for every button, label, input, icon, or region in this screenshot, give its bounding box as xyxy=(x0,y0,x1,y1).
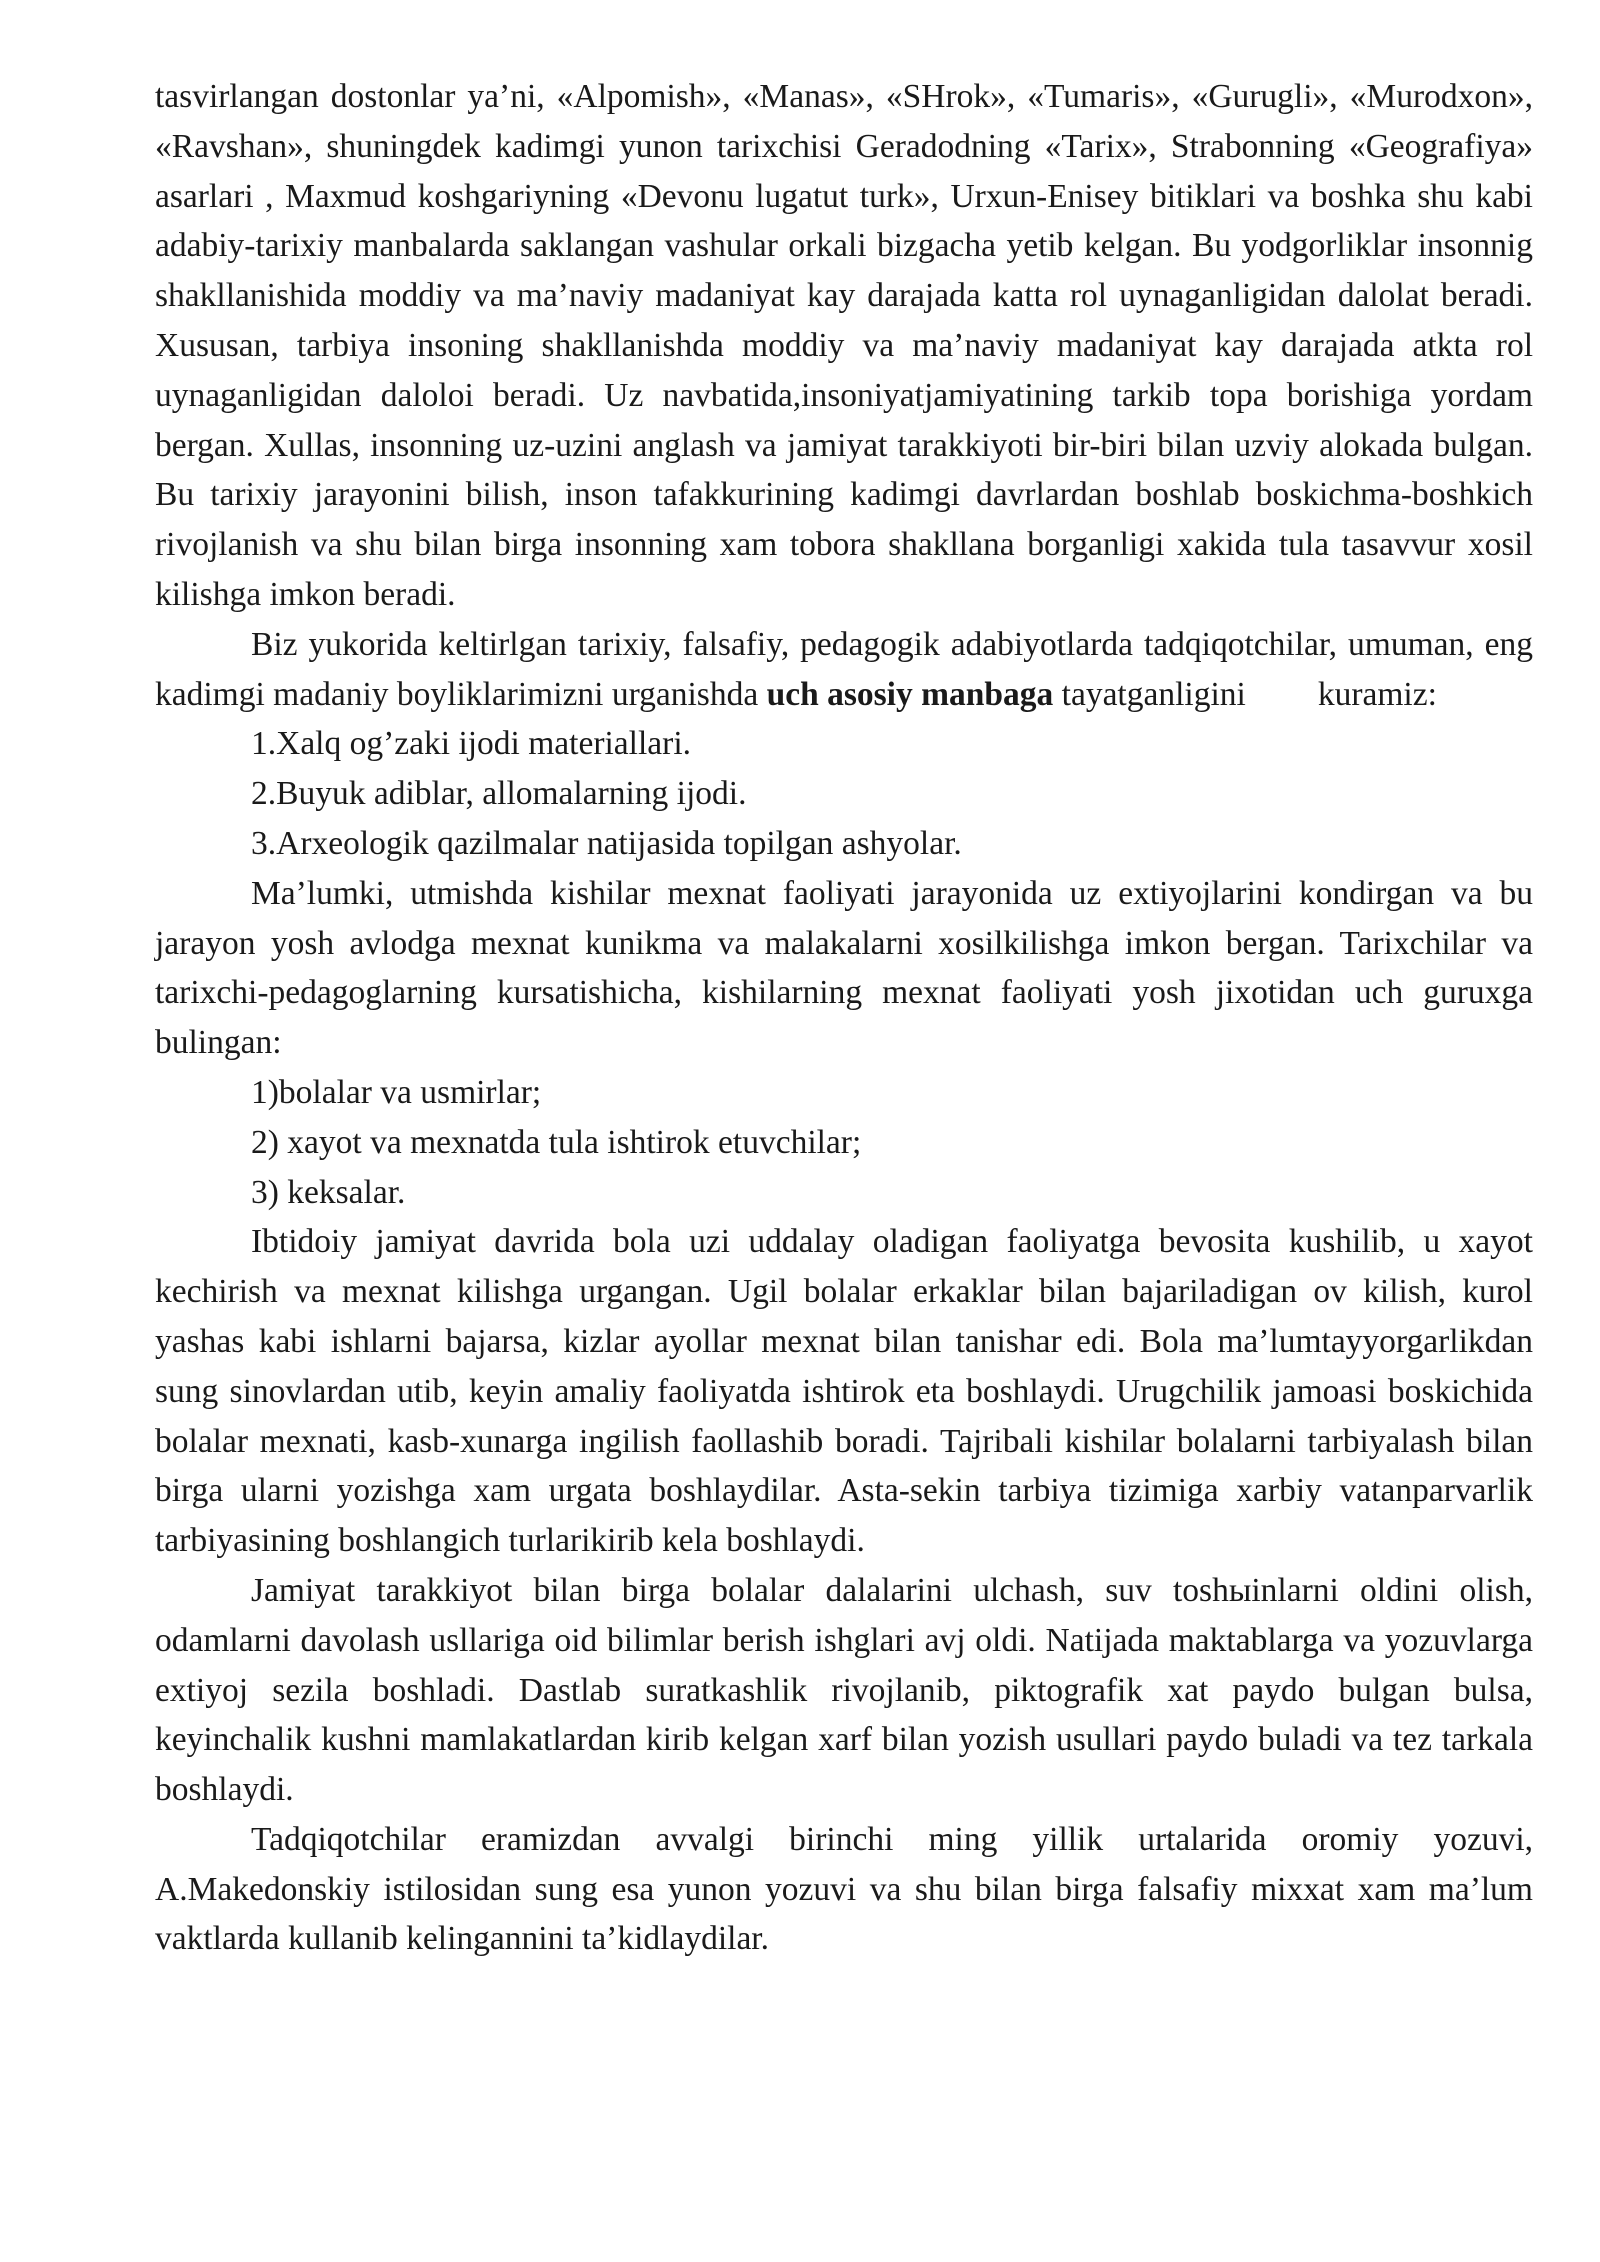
list-item-sources-1: 1.Xalq og’zaki ijodi materiallari. xyxy=(251,725,691,763)
list-item-groups-3: 3) keksalar. xyxy=(251,1173,406,1211)
list-item-groups-1: 1)bolalar va usmirlar; xyxy=(251,1073,542,1111)
paragraph-epics: tasvirlangan dostonlar ya’ni, «Alpomish», «Manas», «SHrok», «Tumaris», «Gurugli», «Murodxon», «Ravshan», shuningdek kadimgi yunon tarixchisi Geradodning «Tarix», Strabonning «Geografiya» asarlari , Maxmud koshgariyning «Devonu lugatut turk», Urxun-Enisey bitiklari va boshka shu kabi adabiy-tarixiy manbalarda saklangan vashular orkali bizgacha yetib kelgan. Bu yodgorliklar insonnig shakllanishida moddiy va ma’naviy madaniyat kay darajada katta rol uynaganligidan dalolat beradi. Xususan, tarbiya insoning shakllanishda moddiy va ma’naviy madaniyat kay darajada atkta rol uynaganligidan daloloi beradi. Uz navbatida,insoniyatjamiyatining tarkib topa borishiga yordam bergan. Xullas, insonning uz-uzini anglash va jamiyat tarakkiyoti bir-biri bilan uzviy alokada bulgan. Bu tarixiy jarayonini bilish, inson tafakkurining kadimgi davrlardan boshlab boskichma-boshkich rivojlanish va shu bilan birga insonning xam tobora shakllana borganligi xakida tula tasavvur xosil kilishga imkon beradi. xyxy=(155,78,1533,613)
paragraph-labor: Ma’lumki, utmishda kishilar mexnat faoliyati jarayonida uz extiyojlarini kondirgan va bu jarayon yosh avlodga mexnat kunikma va malakalarni xosilkilishga imkon bergan. Tarixchilar va tarixchi-pedagoglarning kursatishicha, kishilarning mexnat faoliyati yosh jixotidan uch guruxga bulingan: xyxy=(155,874,1533,1062)
paragraph-researchers: Tadqiqotchilar eramizdan avvalgi birinchi ming yillik urtalarida oromiy yozuvi, A.Makedonskiy istilosidan sung esa yunon yozuvi va shu bilan birga falsafiy mixxat xam ma’lum vaktlarda kullanib kelingannini ta’kidlaydilar. xyxy=(155,1820,1533,1958)
bold-phrase: uch asosiy manbaga xyxy=(766,675,1054,713)
paragraph-sources-intro xyxy=(155,620,1533,720)
list-item-sources-3: 3.Arxeologik qazilmalar natijasida topilgan ashyolar. xyxy=(251,824,962,862)
paragraph-society-progress: Jamiyat tarakkiyot bilan birga bolalar dalalarini ulchash, suv toshыinlarni oldini olish, odamlarni davolash usllariga oid bilimlar berish ishglari avj oldi. Natijada maktablarga va yozuvlarga extiyoj sezila boshladi. Dastlab suratkashlik rivojlanib, piktografik xat paydo bulgan bulsa, keyinchalik kushni mamlakatlardan kirib kelgan xarf bilan yozish usullari paydo buladi va tez tarkala boshlaydi. xyxy=(155,1571,1533,1809)
document-page xyxy=(155,72,1533,1964)
list-item-sources-2: 2.Buyuk adiblar, allomalarning ijodi. xyxy=(251,775,747,813)
paragraph-sources-end: kuramiz: xyxy=(1317,675,1437,713)
paragraph-primitive-society: Ibtidoiy jamiyat davrida bola uzi uddalay oladigan faoliyatga bevosita kushilib, u xayot kechirish va mexnat kilishga urgangan. Ugil bolalar erkaklar bilan bajariladigan ov kilish, kurol yashas kabi ishlarni bajarsa, kizlar ayollar mexnat bilan tanishar edi. Bola ma’lumtayyorgarlikdan sung sinovlardan utib, keyin amaliy faoliyatda ishtirok eta boshlaydi. Urugchilik jamoasi boskichida bolalar mexnati, kasb-xunarga ingilish faollashib boradi. Tajribali kishilar bolalarni tarbiyalash bilan birga ularni yozishga xam urgata boshlaydilar. Asta-sekin tarbiya tizimiga xarbiy vatanparvarlik tarbiyasining boshlangich turlarikirib kela boshlaydi. xyxy=(155,1223,1533,1560)
paragraph-sources-text: Biz yukorida keltirlgan tarixiy, falsafiy, pedagogik adabiyotlarda tadqiqotchilar, umuman, eng kadimgi madaniy boyliklarimizni urganishda xyxy=(155,625,1533,713)
paragraph-sources-mid: tayatganligini xyxy=(1053,675,1246,713)
list-item-groups-2: 2) xayot va mexnatda tula ishtirok etuvchilar; xyxy=(251,1123,862,1161)
